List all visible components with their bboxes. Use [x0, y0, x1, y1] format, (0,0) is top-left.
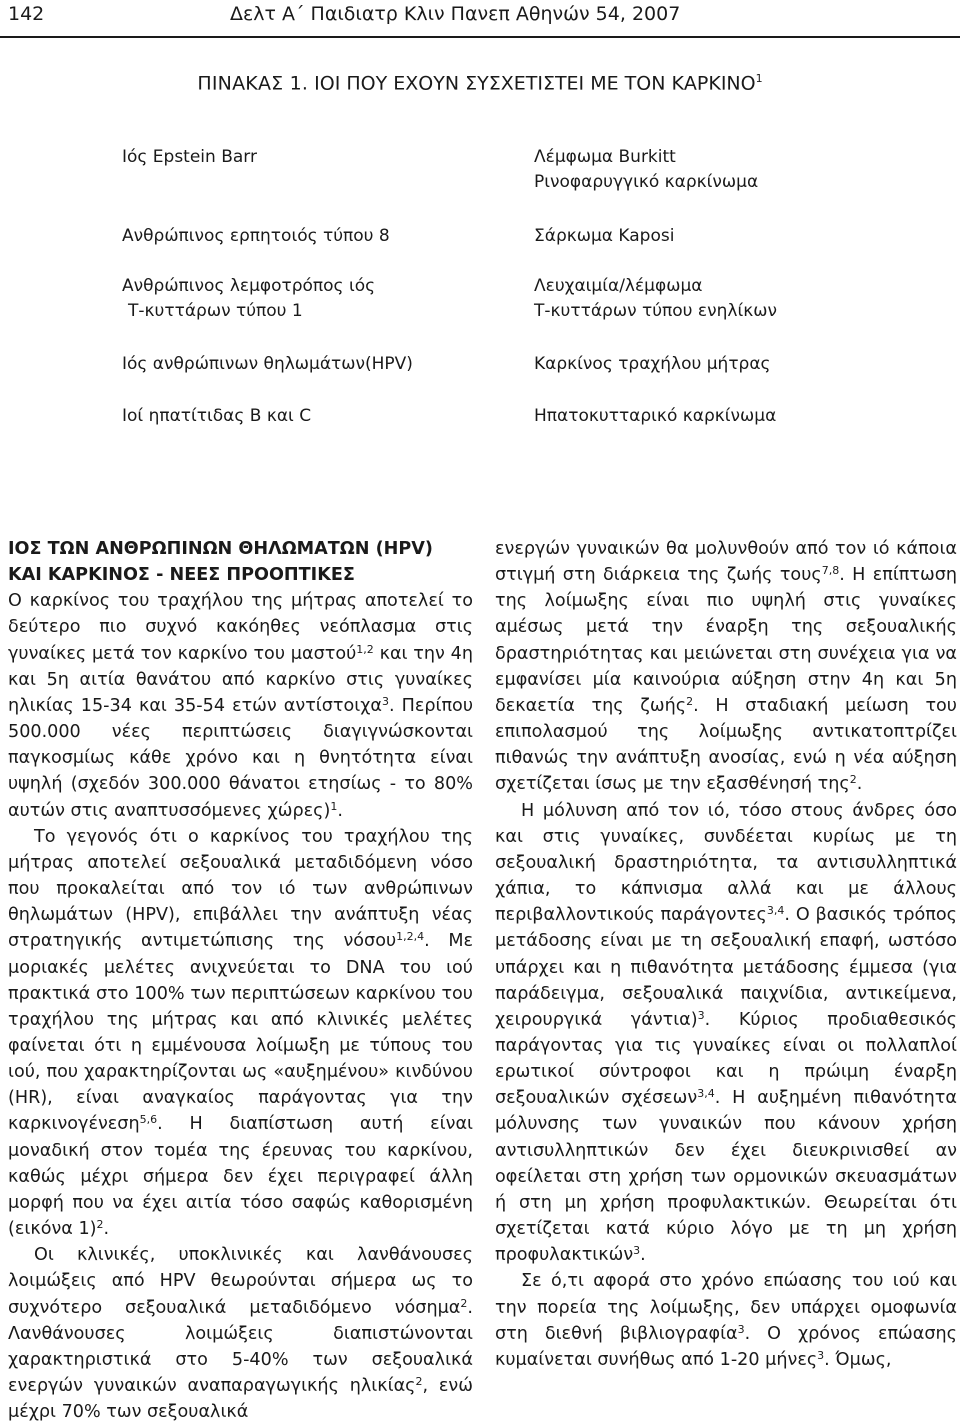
table-cancer-cell	[534, 352, 771, 377]
article-right-column	[495, 536, 957, 1373]
article-left-column	[8, 536, 473, 1425]
virus-name: Ιός Epstein Barr	[122, 147, 257, 167]
table-virus-cell	[122, 224, 390, 249]
table-title	[0, 72, 960, 94]
citation: 3	[381, 694, 389, 708]
text-run: Οι κλινικές, υποκλινικές και λανθάνουσες λοιμώξεις από HPV θεωρούνται σήμερα ως το συχνότερο σεξουαλικά μεταδιδόμενο νόσημα	[8, 1245, 473, 1318]
text-run: Ο καρκίνος του τραχήλου της μήτρας αποτελεί το δεύτερο πιο συχνό κακόηθες νεόπλασμα στις γυναίκες μετά τον καρκίνο του μαστού	[8, 591, 473, 664]
virus-name: Ιοί ηπατίτιδας Β και C	[122, 406, 312, 426]
text-run: . Κύριος προδιαθεσικός παράγοντας για τις γυναίκες είναι οι πολλαπλοί ερωτικοί σύντροφοι και η πρώιμη έναρξη σεξουαλικών σχέσεων	[495, 1009, 957, 1109]
text-run: και την 4η και 5η αιτία θανάτου από καρκίνο στις γυναίκες ηλικίας 15-34 και 35-54 ετών αντίστοιχα	[8, 643, 473, 716]
text-run: . Η αυξημένη πιθανότητα μόλυνσης των γυναικών που κάνουν χρήση αντισυλληπτικών δεν έχει διευκρινισθεί αν οφείλεται στη χρήση των ορμονικών σκευασμάτων ή στη μη χρήση προφυλακτικών. Θεωρείται ότι σχετίζεται κατά κύριο λόγο με τη μη χρήση προφυλακτικών	[495, 1088, 957, 1266]
text-run: . Ο βασικός τρόπος μετάδοσης είναι με τη σεξουαλική επαφή, ωστόσο υπάρχει και η πιθανότητα μετάδοσης έμμεσα (για παράδειγμα, σεξουαλικά παιχνίδια, αντικείμενα, χειρουργικά γάντια)	[495, 905, 957, 1030]
citation: 3	[697, 1008, 705, 1022]
paragraph	[8, 588, 473, 823]
citation: 3	[737, 1322, 745, 1336]
paragraph	[495, 1268, 957, 1373]
page-header	[0, 0, 960, 38]
cancer-name: Λευχαιμία/λέμφωμα	[534, 276, 703, 296]
text-run: ενεργών γυναικών θα μολυνθούν από τον ιό κάποια στιγμή στη διάρκεια της ζωής τους	[495, 539, 957, 586]
citation: 2	[460, 1296, 468, 1310]
text-run: . Όμως,	[824, 1349, 892, 1370]
table-virus-cell	[122, 404, 311, 429]
header-rule	[0, 36, 960, 38]
text-run: . Η διαπίστωση αυτή είναι μοναδική στον τομέα της έρευνας του καρκίνου, καθώς μέχρι σήμερα δεν έχει περιγραφεί άλλη μορφή που να έχει αιτία τόσο σαφώς καθορισμένη (εικόνα 1)	[8, 1114, 473, 1240]
text-run: . Περίπου 500.000 νέες περιπτώσεις διαγιγνώσκονται παγκοσμίως κάθε χρόνο και η θνητότητα είναι υψηλή (σχεδόν 300.000 θάνατοι ετησίως - το 80% αυτών στις αναπτυσσόμενες χώρες)	[8, 695, 473, 821]
table-virus-cell	[122, 145, 257, 170]
paragraph	[8, 1242, 473, 1425]
section-title-line: ΙΟΣ ΤΩΝ ΑΝΘΡΩΠΙΝΩΝ ΘΗΛΩΜΑΤΩΝ (HPV)	[8, 539, 433, 559]
cancer-name: Ηπατοκυτταρικό καρκίνωμα	[534, 406, 777, 426]
virus-name: Ιός ανθρώπινων θηλωμάτων(HPV)	[122, 354, 413, 374]
cancer-name: Λέμφωμα Burkitt	[534, 147, 676, 167]
citation: 2	[849, 773, 857, 787]
table-virus-cell	[122, 274, 375, 324]
text-run: Η μόλυνση από τον ιό, τόσο στους άνδρες όσο και στις γυναίκες, συνδέεται κυρίως με τη σεξουαλική δραστηριότητα, τα αντισυλληπτικά χάπια, το κάπνισμα αλλά και με άλλους περιβαλλοντικούς παράγοντες	[495, 800, 957, 926]
text-run: .	[856, 774, 863, 795]
virus-name: Ανθρώπινος ερπητοιός τύπου 8	[122, 226, 390, 246]
cancer-name: Τ-κυττάρων τύπου ενηλίκων	[534, 301, 777, 321]
section-title-line: ΚΑΙ ΚΑΡΚΙΝΟΣ - ΝΕΕΣ ΠΡΟΟΠΤΙΚΕΣ	[8, 565, 355, 586]
page-number: 142	[8, 3, 45, 25]
citation: 2	[686, 694, 694, 708]
virus-name: Ανθρώπινος λεμφοτρόπος ιός	[122, 276, 376, 296]
citation: 1	[330, 799, 338, 813]
citation: 5,6	[139, 1113, 158, 1127]
text-run: . Ο χρόνος επώασης κυμαίνεται συνήθως από 1-20 μήνες	[495, 1323, 958, 1370]
cancer-name: Καρκίνος τραχήλου μήτρας	[534, 354, 771, 374]
table-title-ref: 1	[755, 72, 763, 85]
table-cancer-cell	[534, 224, 674, 249]
text-run: . Η επίπτωση της λοίμωξης είναι πιο υψηλή στις γυναίκες αμέσως μετά την έναρξη της σεξουαλικής δραστηριότητας και μειώνεται στη συνέχεια για να εμφανίσει μία καινούρια αύξηση στην 4η και 5η δεκαετία της ζωής	[495, 565, 957, 716]
citation: 3,4	[766, 904, 785, 918]
virus-name: Τ-κυττάρων τύπου 1	[128, 301, 303, 321]
citation: 3,4	[697, 1087, 715, 1101]
paragraph	[495, 798, 957, 1269]
text-run: . Λανθάνουσες λοιμώξεις διαπιστώνονται χαρακτηριστικά στο 5-40% των σεξουαλικά ενεργών γυναικών αναπαραγωγικής ηλικίας	[8, 1297, 473, 1396]
table-title-text: ΙΟΙ ΠΟΥ ΕΧΟΥΝ ΣΥΣΧΕΤΙΣΤΕΙ ΜΕ ΤΟΝ ΚΑΡΚΙΝΟ	[314, 72, 756, 95]
text-run: , ενώ μέχρι 70% των σεξουαλικά	[8, 1376, 473, 1423]
section-title	[8, 536, 473, 588]
citation: 3	[817, 1348, 825, 1362]
citation: 3	[633, 1244, 641, 1258]
citation: 1,2,4	[396, 930, 425, 944]
table-label: ΠΙΝΑΚΑΣ 1.	[197, 72, 309, 95]
cancer-name: Ρινοφαρυγγικό καρκίνωμα	[534, 172, 759, 192]
text-run: Το γεγονός ότι ο καρκίνος του τραχήλου της μήτρας αποτελεί σεξουαλικά μεταδιδόμενη νόσο που προκαλείται από τον ιό των ανθρώπινων θηλωμάτων (HPV), επιβάλλει την ανάπτυξη νέας στρατηγικής αντιμετώπισης της νόσου	[8, 826, 473, 952]
table-cancer-cell	[534, 404, 776, 429]
text-run: Σε ό,τι αφορά στο χρόνο επώασης του ιού και την πορεία της λοίμωξης, δεν υπάρχει ομοφωνία στη διεθνή βιβλιογραφία	[495, 1271, 957, 1344]
table-cancer-cell	[534, 274, 777, 324]
table-virus-cell	[122, 352, 413, 377]
text-run: .	[103, 1219, 110, 1240]
citation: 2	[415, 1375, 423, 1388]
citation: 7,8	[821, 564, 840, 578]
cancer-name: Σάρκωμα Kaposi	[534, 226, 675, 246]
text-run: . Η σταδιακή μείωση του επιπολασμού της λοίμωξης αντικατοπτρίζει πιθανώς την ανάπτυξη ανοσίας, ενώ η νέα αύξηση σχετίζεται ίσως με την εξασθένησή της	[495, 695, 957, 795]
citation: 1,2	[356, 642, 374, 656]
text-run: . Με μοριακές μελέτες ανιχνεύεται το DNA του ιού πρακτικά στο 100% των περιπτώσεων καρκίνου του τραχήλου της μήτρας και από κλινικές μελέτες φαίνεται ότι η εμμένουσα λοίμωξη με τύπους του ιού, που χαρακτηρίζονται ως «αυξημένου» κινδύνου (HR), είναι αναγκαίος παράγοντας για την καρκινογένεση	[8, 931, 474, 1135]
paragraph	[495, 536, 957, 798]
text-run: .	[640, 1245, 646, 1266]
running-head: Δελτ Α΄ Παιδιατρ Κλιν Πανεπ Αθηνών 54, 2007	[230, 3, 681, 25]
text-run: .	[337, 800, 343, 821]
paragraph	[8, 824, 473, 1243]
citation: 2	[96, 1218, 104, 1232]
table-cancer-cell	[534, 145, 758, 195]
